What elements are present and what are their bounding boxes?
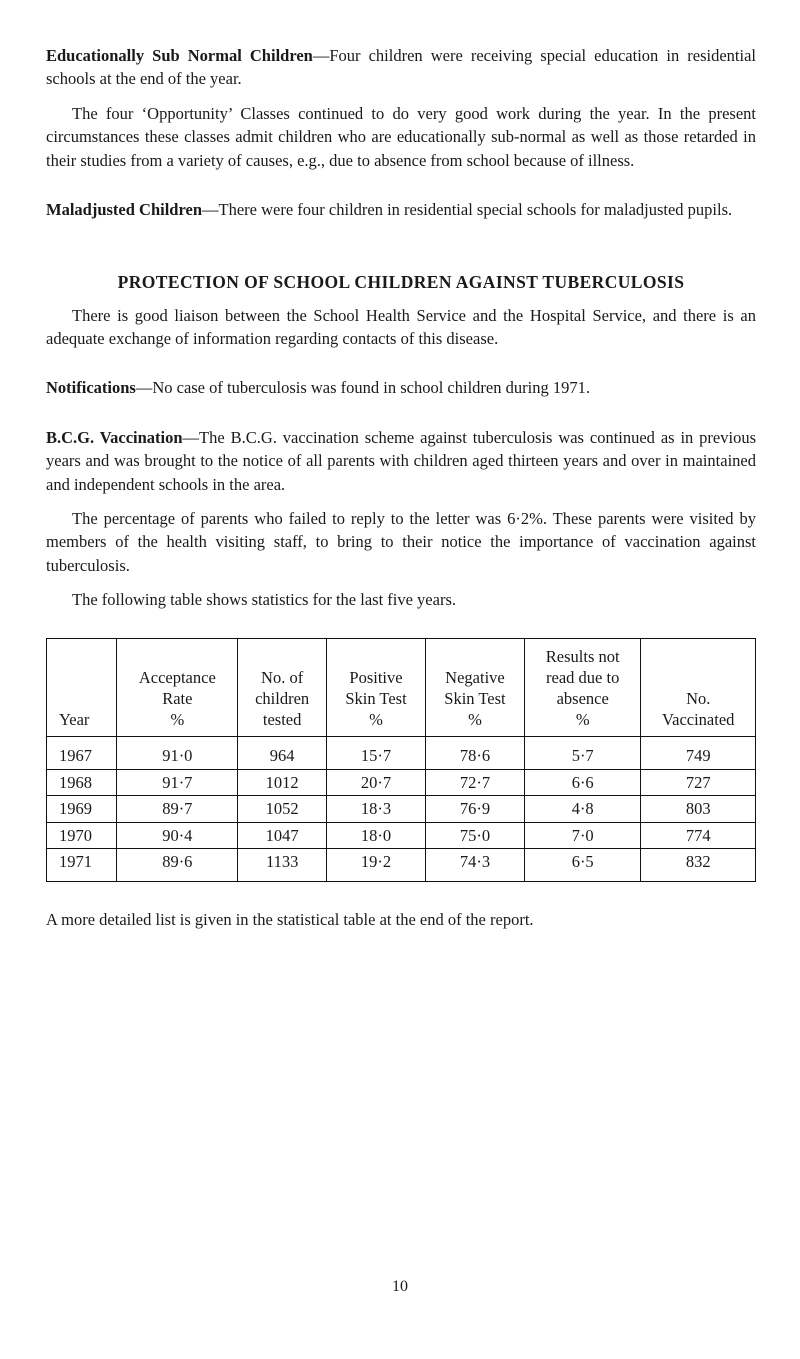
column-header-acceptance-line3: % (170, 710, 185, 730)
page-number: 10 (392, 1278, 408, 1295)
cell-positive-skin-test: 18·0 (327, 822, 426, 848)
paragraph-percentage: The percentage of parents who failed to reply to the letter was 6·2%. These parents were visited by members of the health visiting staff, to bring to their notice the importance of vaccination against tuberculosis. (46, 509, 756, 575)
cell-no-vaccinated: 803 (641, 796, 756, 822)
column-header-vaccinated-line2: Vaccinated (662, 710, 735, 730)
spacer (46, 400, 756, 426)
cell-acceptance-rate: 90·4 (117, 822, 238, 848)
table-row (47, 822, 756, 848)
cell-year: 1967 (47, 737, 117, 769)
column-header-results-line4: % (575, 710, 590, 730)
dash-esn: — (312, 46, 330, 65)
paragraph-esn-text: Four children were receiving special education in residential schools at the end of the year. (46, 46, 756, 89)
spacer (46, 882, 756, 908)
column-header-negative-line2: Skin Test (444, 688, 506, 708)
paragraph-table-lead: The following table shows statistics for the last five years. (72, 590, 456, 610)
cell-negative-skin-test: 72·7 (425, 769, 524, 795)
column-header-vaccinated-line1: No. (686, 688, 711, 708)
heading-bcg-vaccination: B.C.G. Vaccination (46, 427, 183, 447)
cell-children-tested: 1047 (238, 822, 327, 848)
column-header-children-tested (238, 638, 327, 736)
cell-children-tested: 1012 (238, 769, 327, 795)
cell-results-not-read: 4·8 (524, 796, 641, 822)
column-header-acceptance-line2: Rate (162, 688, 193, 708)
column-header-tested-line2: children (255, 688, 310, 708)
cell-children-tested: 1133 (238, 848, 327, 881)
cell-acceptance-rate: 91·0 (117, 737, 238, 769)
cell-children-tested: 964 (238, 737, 327, 769)
bcg-statistics-table (46, 638, 756, 883)
cell-positive-skin-test: 15·7 (327, 737, 426, 769)
heading-educationally-sub-normal: Educationally Sub Normal Children (46, 46, 313, 65)
spacer (46, 172, 756, 198)
column-header-results-line3: absence (556, 688, 609, 708)
paragraph-footnote: A more detailed list is given in the statistical table at the end of the report. (46, 910, 534, 930)
column-header-results-line2: read due to (546, 667, 620, 687)
heading-notifications: Notifications (46, 378, 136, 398)
dash-bcg: — (182, 427, 200, 447)
dash-notifications: — (135, 378, 153, 398)
cell-results-not-read: 6·5 (524, 848, 641, 881)
cell-no-vaccinated: 832 (641, 848, 756, 881)
page-content (46, 44, 756, 932)
cell-year: 1971 (47, 848, 117, 881)
cell-acceptance-rate: 91·7 (117, 769, 238, 795)
column-header-tested-line1: No. of (261, 667, 304, 687)
table-body (47, 737, 756, 882)
cell-no-vaccinated: 774 (641, 822, 756, 848)
cell-negative-skin-test: 76·9 (425, 796, 524, 822)
paragraph-bcg-vaccination (46, 426, 756, 496)
cell-positive-skin-test: 20·7 (327, 769, 426, 795)
paragraph-notifications (46, 376, 756, 399)
heading-maladjusted-children: Maladjusted Children (46, 200, 203, 220)
column-header-negative-skin-test (425, 638, 524, 736)
cell-no-vaccinated: 727 (641, 769, 756, 795)
paragraph-notifications-text: No case of tuberculosis was found in school children during 1971. (152, 378, 590, 398)
cell-positive-skin-test: 18·3 (327, 796, 426, 822)
column-header-no-vaccinated (641, 638, 756, 736)
column-header-year-line1: Year (59, 710, 90, 730)
column-header-acceptance-rate (117, 638, 238, 736)
cell-children-tested: 1052 (238, 796, 327, 822)
paragraph-maladjusted (46, 198, 756, 221)
table-row (47, 796, 756, 822)
column-header-positive-line2: Skin Test (345, 688, 407, 708)
column-header-tested-line3: tested (262, 710, 302, 730)
spacer (46, 350, 756, 376)
spacer (46, 91, 756, 102)
column-header-positive-skin-test (327, 638, 426, 736)
paragraph-maladjusted-text: There were four children in residential special schools for maladjusted pupils. (218, 200, 733, 220)
cell-year: 1970 (47, 822, 117, 848)
spacer (46, 577, 756, 588)
cell-results-not-read: 5·7 (524, 737, 641, 769)
column-header-positive-line3: % (369, 710, 383, 730)
cell-no-vaccinated: 749 (641, 737, 756, 769)
cell-positive-skin-test: 19·2 (327, 848, 426, 881)
cell-results-not-read: 7·0 (524, 822, 641, 848)
spacer (46, 293, 756, 304)
cell-year: 1969 (47, 796, 117, 822)
section-title-tuberculosis: PROTECTION OF SCHOOL CHILDREN AGAINST TUBERCULOSIS (117, 271, 685, 292)
paragraph-opportunity-classes: The four ‘Opportunity’ Classes continued to do very good work during the year. In the present circumstances these classes admit children who are educationally sub-normal as well as those retarded in their studies from a variety of causes, e.g., due to absence from school because of illness. (46, 103, 756, 170)
column-header-positive-line1: Positive (349, 667, 403, 687)
paragraph-bcg-text: The B.C.G. vaccination scheme against tuberculosis was continued as in previous years and was brought to the notice of all parents with children aged thirteen years and over in maintained and independent schools in the area. (46, 427, 757, 494)
table-row (47, 848, 756, 881)
cell-acceptance-rate: 89·6 (117, 848, 238, 881)
table-row (47, 769, 756, 795)
column-header-year (47, 638, 117, 736)
spacer (46, 612, 756, 638)
cell-results-not-read: 6·6 (524, 769, 641, 795)
cell-acceptance-rate: 89·7 (117, 796, 238, 822)
spacer (46, 496, 756, 507)
column-header-results-line1: Results not (545, 646, 620, 666)
cell-negative-skin-test: 74·3 (425, 848, 524, 881)
cell-negative-skin-test: 78·6 (425, 737, 524, 769)
paragraph-esn-intro (46, 44, 756, 91)
cell-negative-skin-test: 75·0 (425, 822, 524, 848)
paragraph-tb-intro: There is good liaison between the School Health Service and the Hospital Service, and there is an adequate exchange of information regarding contacts of this disease. (46, 305, 756, 348)
table-row (47, 737, 756, 769)
dash-maladjusted: — (202, 200, 219, 220)
spacer (46, 222, 756, 272)
table-header (47, 638, 756, 736)
column-header-negative-line3: % (468, 710, 482, 730)
column-header-negative-line1: Negative (445, 667, 505, 687)
column-header-acceptance-line1: Acceptance (138, 667, 216, 687)
table-header-row (47, 638, 756, 736)
column-header-results-not-read (524, 638, 641, 736)
cell-year: 1968 (47, 769, 117, 795)
